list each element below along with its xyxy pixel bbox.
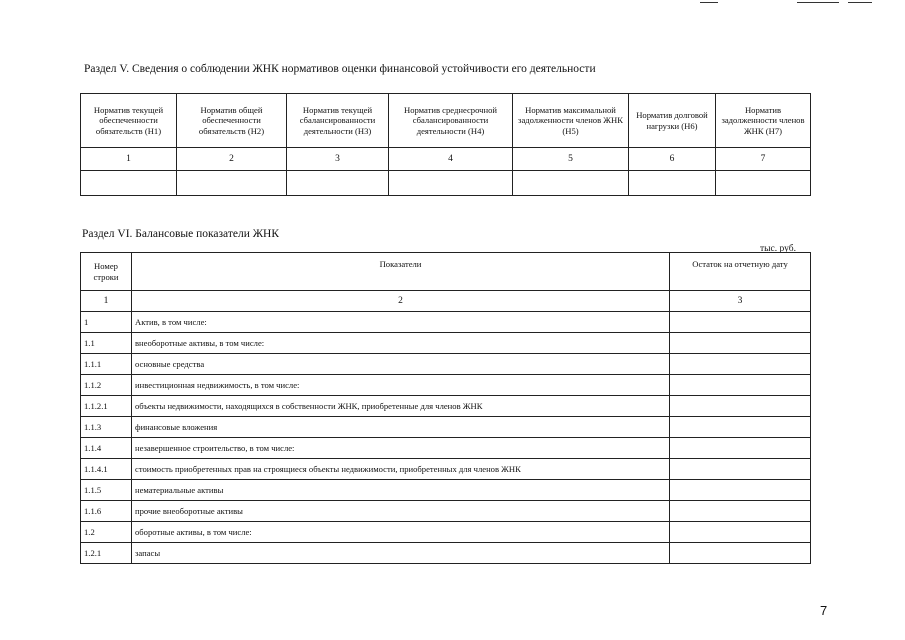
column-number-row	[81, 291, 811, 312]
table-row	[81, 480, 811, 501]
row-label: внеоборотные активы, в том числе:	[132, 333, 670, 354]
row-label: основные средства	[132, 354, 670, 375]
row-label: стоимость приобретенных прав на строящиеся объекты недвижимости, приобретенных для членов ЖНК	[132, 459, 670, 480]
header-cell: Норматив максимальной задолженности членов ЖНК (Н5)	[513, 94, 629, 148]
scan-mark	[848, 2, 872, 3]
value-cell[interactable]	[670, 543, 811, 564]
table-row	[81, 396, 811, 417]
value-cell[interactable]	[670, 501, 811, 522]
value-cell[interactable]	[629, 171, 716, 196]
row-number: 1.1.2	[81, 375, 132, 396]
column-number: 1	[81, 291, 132, 312]
scan-mark	[700, 2, 718, 3]
column-number: 5	[513, 148, 629, 171]
table-row	[81, 333, 811, 354]
column-number: 2	[177, 148, 287, 171]
column-number: 6	[629, 148, 716, 171]
column-number: 7	[716, 148, 811, 171]
value-cell[interactable]	[670, 375, 811, 396]
value-cell[interactable]	[389, 171, 513, 196]
row-label: нематериальные активы	[132, 480, 670, 501]
section-6-title: Раздел VI. Балансовые показатели ЖНК	[82, 228, 280, 240]
row-number: 1.1.4	[81, 438, 132, 459]
column-number: 2	[132, 291, 670, 312]
value-cell[interactable]	[513, 171, 629, 196]
value-cell[interactable]	[716, 171, 811, 196]
value-cell[interactable]	[670, 417, 811, 438]
header-cell: Норматив текущей сбалансированности деятельности (Н3)	[287, 94, 389, 148]
column-number: 3	[670, 291, 811, 312]
row-label: незавершенное строительство, в том числе:	[132, 438, 670, 459]
table-row	[81, 354, 811, 375]
section-6-table	[80, 252, 811, 564]
value-cell[interactable]	[670, 438, 811, 459]
row-label: финансовые вложения	[132, 417, 670, 438]
value-cell[interactable]	[287, 171, 389, 196]
value-cell[interactable]	[670, 333, 811, 354]
value-cell[interactable]	[177, 171, 287, 196]
table-row	[81, 312, 811, 333]
header-cell: Номер строки	[81, 253, 132, 291]
column-number-row	[81, 148, 811, 171]
row-number: 1.1.6	[81, 501, 132, 522]
table-row	[81, 543, 811, 564]
row-number: 1.1.2.1	[81, 396, 132, 417]
row-label: Актив, в том числе:	[132, 312, 670, 333]
column-number: 4	[389, 148, 513, 171]
row-number: 1.1.1	[81, 354, 132, 375]
value-cell[interactable]	[81, 171, 177, 196]
header-cell: Норматив общей обеспеченности обязательств (Н2)	[177, 94, 287, 148]
value-cell[interactable]	[670, 459, 811, 480]
value-cell[interactable]	[670, 396, 811, 417]
row-label: объекты недвижимости, находящихся в собственности ЖНК, приобретенные для членов ЖНК	[132, 396, 670, 417]
table-row	[81, 417, 811, 438]
row-label: оборотные активы, в том числе:	[132, 522, 670, 543]
row-number: 1	[81, 312, 132, 333]
table-row	[81, 459, 811, 480]
value-cell[interactable]	[670, 354, 811, 375]
row-label: запасы	[132, 543, 670, 564]
table-row	[81, 438, 811, 459]
row-label: инвестиционная недвижимость, в том числе:	[132, 375, 670, 396]
table-row	[81, 522, 811, 543]
section-5-table	[80, 93, 811, 196]
row-label: прочие внеоборотные активы	[132, 501, 670, 522]
table-header-row	[81, 94, 811, 148]
scan-mark	[797, 2, 839, 3]
header-cell: Показатели	[132, 253, 670, 291]
row-number: 1.1.3	[81, 417, 132, 438]
unit-label: тыс. руб.	[760, 244, 796, 254]
header-cell: Норматив долговой нагрузки (Н6)	[629, 94, 716, 148]
row-number: 1.2.1	[81, 543, 132, 564]
row-number: 1.1	[81, 333, 132, 354]
value-cell[interactable]	[670, 522, 811, 543]
table-row	[81, 501, 811, 522]
table-row	[81, 375, 811, 396]
empty-value-row	[81, 171, 811, 196]
value-cell[interactable]	[670, 312, 811, 333]
column-number: 1	[81, 148, 177, 171]
header-cell: Норматив задолженности членов ЖНК (Н7)	[716, 94, 811, 148]
header-cell: Норматив текущей обеспеченности обязательств (Н1)	[81, 94, 177, 148]
row-number: 1.1.4.1	[81, 459, 132, 480]
table-header-row	[81, 253, 811, 291]
header-cell: Норматив среднесрочной сбалансированности деятельности (Н4)	[389, 94, 513, 148]
header-cell: Остаток на отчетную дату	[670, 253, 811, 291]
section-5-title: Раздел V. Сведения о соблюдении ЖНК нормативов оценки финансовой устойчивости его деятельности	[84, 63, 596, 75]
row-number: 1.1.5	[81, 480, 132, 501]
row-number: 1.2	[81, 522, 132, 543]
value-cell[interactable]	[670, 480, 811, 501]
page-number: 7	[820, 603, 828, 618]
column-number: 3	[287, 148, 389, 171]
